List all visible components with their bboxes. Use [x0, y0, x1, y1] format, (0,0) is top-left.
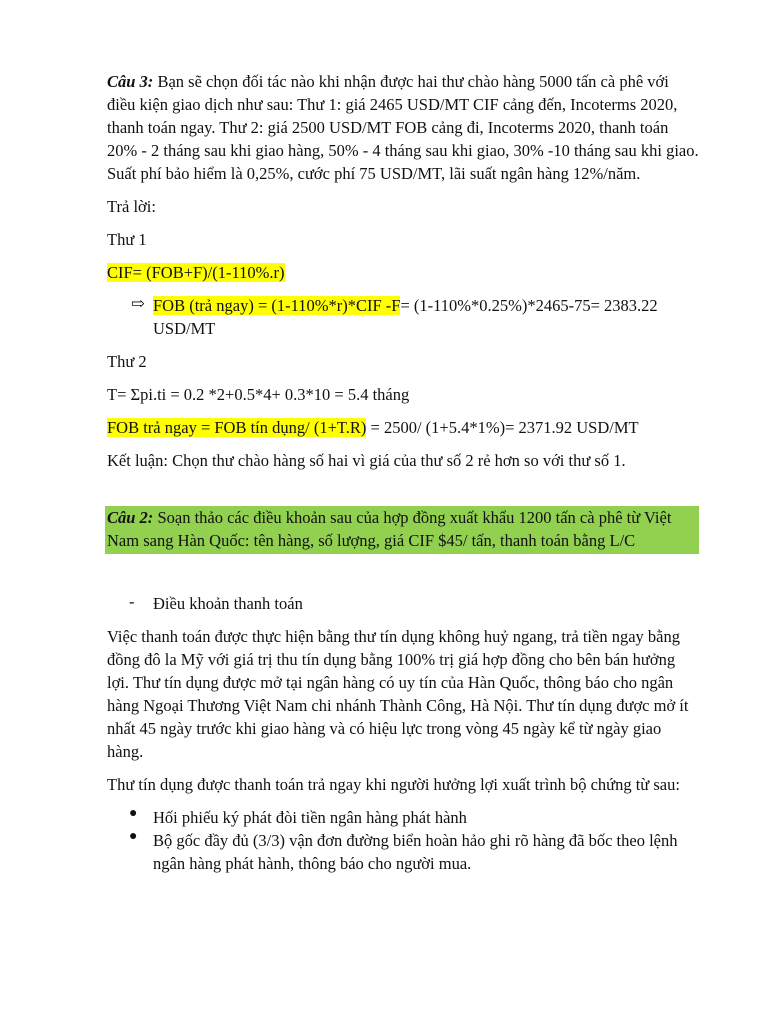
question-2-label: Câu 2:: [107, 508, 154, 527]
document-page: [107, 70, 699, 875]
bullet-item: [129, 806, 699, 829]
question-3-paragraph: [107, 70, 699, 185]
fob-formula-highlight: FOB (trả ngay) = (1-110%*r)*CIF -F: [153, 296, 401, 315]
answer-label: Trả lời:: [107, 197, 156, 216]
bullet-text: Hối phiếu ký phát đòi tiền ngân hàng phát hành: [153, 808, 467, 827]
payment-clause-title: Điều khoản thanh toán: [153, 594, 303, 613]
payment-clause-heading: [129, 592, 699, 615]
fob-credit-formula: [107, 416, 699, 439]
question-2-paragraph: [105, 506, 699, 554]
bullet-text: Bộ gốc đầy đủ (3/3) vận đơn đường biển hoàn hảo ghi rõ hàng đã bốc theo lệnh ngân hàng phát hành, thông báo cho người mua.: [153, 831, 678, 873]
bullet-icon: ●: [129, 806, 138, 821]
payment-paragraph-1: Việc thanh toán được thực hiện bằng thư tín dụng không huỷ ngang, trả tiền ngay bằng đồng đô la Mỹ với giá trị thu tín dụng bằng 100% trị giá hợp đồng cho bên bán hưởng lợi. Thư tín dụng được mở tại ngân hàng có uy tín của Hàn Quốc, thông báo cho ngân hàng Ngoại Thương Việt Nam chi nhánh Thành Công, Hà Nội. Thư tín dụng được mở ít nhất 45 ngày trước khi giao hàng và có hiệu lực trong vòng 45 ngày kể từ ngày giao hàng.: [107, 627, 689, 761]
fob-calculation: [153, 294, 699, 340]
question-3-text: Bạn sẽ chọn đối tác nào khi nhận được hai thư chào hàng 5000 tấn cà phê với điều kiện giao dịch như sau: Thư 1: giá 2465 USD/MT CIF cảng đến, Incoterms 2020, thanh toán ngay. Thư 2: giá 2500 USD/MT FOB cảng đi, Incoterms 2020, thanh toán 20% - 2 tháng sau khi giao hàng, 50% - 4 tháng sau khi giao, 30% -10 tháng sau khi giao. Suất phí bảo hiểm là 0,25%, cước phí 75 USD/MT, lãi suất ngân hàng 12%/năm.: [107, 72, 699, 183]
fob-credit-result: = 2500/ (1+5.4*1%)= 2371.92 USD/MT: [366, 418, 639, 437]
offer-2-heading: Thư 2: [107, 352, 147, 371]
offer-1-heading: Thư 1: [107, 230, 147, 249]
dash-marker: -: [129, 592, 135, 611]
bullet-item: [129, 829, 699, 875]
conclusion: Kết luận: Chọn thư chào hàng số hai vì giá của thư số 2 rẻ hơn so với thư số 1.: [107, 451, 626, 470]
cif-formula-highlight: CIF= (FOB+F)/(1-110%.r): [107, 263, 285, 282]
t-formula: T= Σpi.ti = 0.2 *2+0.5*4+ 0.3*10 = 5.4 tháng: [107, 385, 410, 404]
fob-calculation-row: [131, 294, 699, 340]
right-arrow-icon: ⇨: [131, 294, 145, 313]
cif-formula: [107, 261, 699, 284]
fob-credit-highlight: FOB trả ngay = FOB tín dụng/ (1+T.R): [107, 418, 367, 437]
payment-paragraph-2: Thư tín dụng được thanh toán trả ngay khi người hưởng lợi xuất trình bộ chứng từ sau:: [107, 775, 680, 794]
question-2-text: Soạn thảo các điều khoản sau của hợp đồng xuất khẩu 1200 tấn cà phê từ Việt Nam sang Hàn Quốc: tên hàng, số lượng, giá CIF $45/ tấn, thanh toán bằng L/C: [107, 508, 672, 550]
bullet-icon: ●: [129, 829, 138, 844]
fob-formula-result: = (1-110%*0.25%)*2465-75= 2383.22 USD/MT: [153, 296, 658, 338]
question-3-label: Câu 3:: [107, 72, 154, 91]
